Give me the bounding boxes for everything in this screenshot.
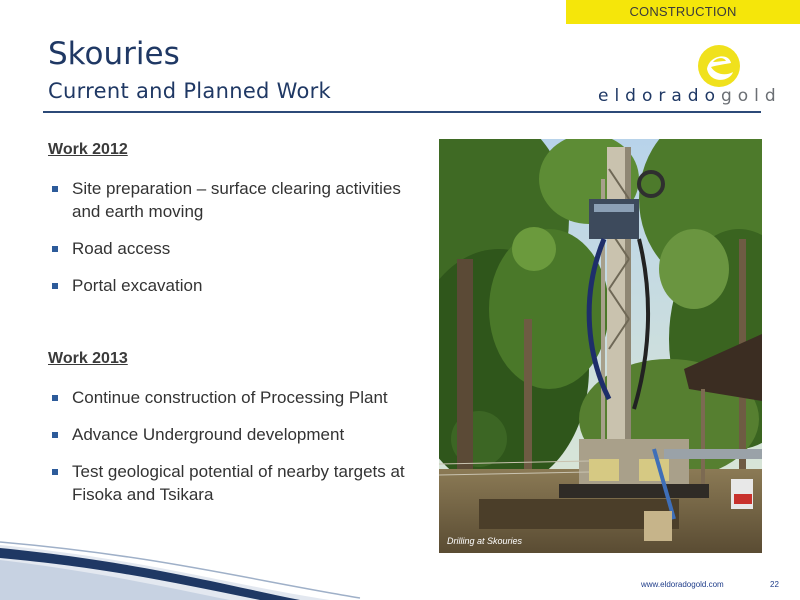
list-item bbox=[48, 274, 408, 297]
list-item-text: Continue construction of Processing Plant bbox=[72, 388, 388, 407]
title-divider bbox=[43, 111, 761, 113]
list-item-text: Test geological potential of nearby targets at Fisoka and Tsikara bbox=[72, 462, 405, 504]
photo-caption: Drilling at Skouries bbox=[447, 536, 523, 546]
company-logo-text bbox=[598, 86, 782, 106]
slide-subtitle: Current and Planned Work bbox=[48, 79, 332, 103]
eldorado-gold-e-icon bbox=[696, 42, 742, 88]
bullet-square-icon bbox=[52, 246, 58, 252]
bullet-square-icon bbox=[52, 283, 58, 289]
section-tag bbox=[566, 0, 800, 24]
bullet-square-icon bbox=[52, 432, 58, 438]
work-2013-list bbox=[48, 386, 408, 520]
footer-website-link[interactable]: www.eldoradogold.com bbox=[641, 580, 724, 589]
list-item bbox=[48, 423, 408, 446]
list-item-text: Advance Underground development bbox=[72, 425, 345, 444]
list-item-text: Road access bbox=[72, 239, 171, 258]
logo-text-eldorado: eldorado bbox=[598, 86, 721, 106]
slide-title: Skouries bbox=[48, 36, 180, 72]
bullet-square-icon bbox=[52, 469, 58, 475]
bullet-square-icon bbox=[52, 186, 58, 192]
footer-swoosh-decoration bbox=[0, 540, 800, 600]
list-item-text: Site preparation – surface clearing activities and earth moving bbox=[72, 179, 401, 221]
logo-text-gold: gold bbox=[720, 86, 782, 106]
section-tag-label: CONSTRUCTION bbox=[629, 4, 737, 19]
drilling-rig-photo bbox=[439, 139, 762, 553]
work-2013-heading: Work 2013 bbox=[48, 350, 128, 367]
list-item-text: Portal excavation bbox=[72, 276, 203, 295]
work-2012-heading: Work 2012 bbox=[48, 141, 128, 158]
list-item bbox=[48, 386, 408, 409]
list-item bbox=[48, 460, 408, 506]
bullet-square-icon bbox=[52, 395, 58, 401]
list-item bbox=[48, 177, 408, 223]
list-item bbox=[48, 237, 408, 260]
page-number: 22 bbox=[770, 580, 779, 589]
work-2012-list bbox=[48, 177, 408, 311]
